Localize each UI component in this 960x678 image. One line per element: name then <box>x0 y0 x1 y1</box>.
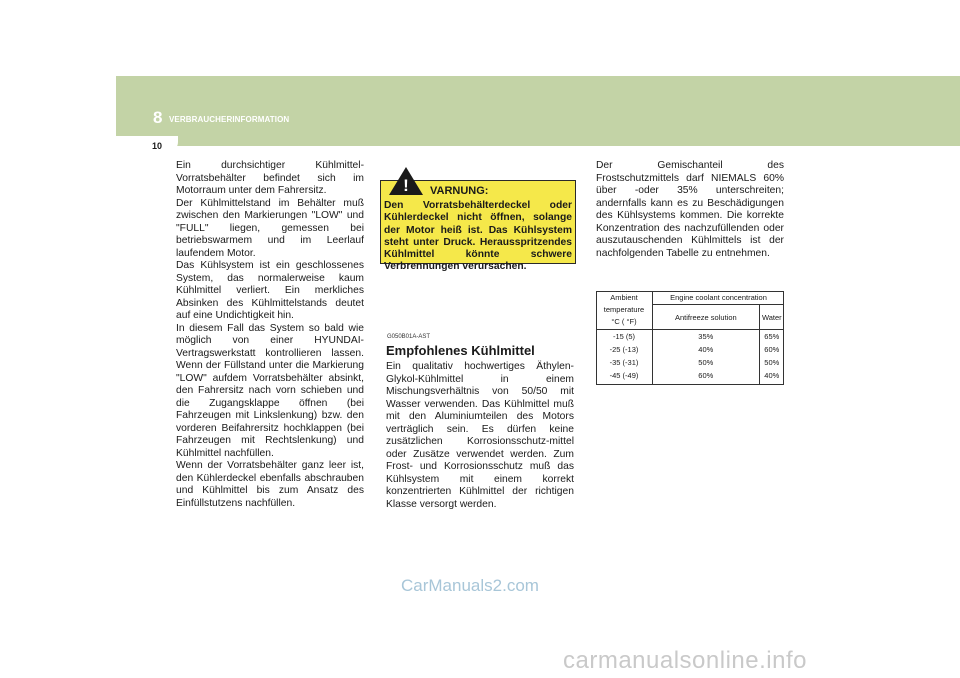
section-title: Empfohlenes Kühlmittel <box>386 343 535 358</box>
footer-logo[interactable]: carmanualsonline.info <box>563 647 807 674</box>
section-code: G050B01A-AST <box>387 334 431 340</box>
header-ambient-line1: Ambient <box>610 293 638 302</box>
cell-antifreeze: 35% <box>653 330 760 344</box>
right-column-text: Der Gemischanteil des Frostschutzmittels darf NIEMALS 60% über -oder 35% unterschreiten; andernfalls kann es zu Beschädigungen des Kühlsystems kommen. Die korrekte Konzentration des nachzufüllenden oder auszutauschenden Kühlmittels ist der nachfolgenden Tabelle zu entnehmen. <box>596 160 784 259</box>
watermark-link[interactable]: CarManuals2.com <box>401 576 539 595</box>
warning-text: Den Vorratsbehälterdeckel oder Kühlerdeckel nicht öffnen, solange der Motor heiß ist. Das Kühlsystem steht unter Druck. Herausspritzendes Kühlmittel könnte schwere Verbrennungen verursachen. <box>384 200 572 273</box>
coolant-table <box>596 291 784 385</box>
cell-antifreeze: 40% <box>653 343 760 356</box>
table-row <box>596 369 784 382</box>
paragraph: Wenn der Vorratsbehälter ganz leer ist, den Kühlerdeckel ebenfalls abschrauben und Kühlmittel bis zum Ansatz des Einfüllstutzens nachfüllen. <box>176 460 364 509</box>
header-engine-coolant-concentration: Engine coolant concentration <box>653 291 785 305</box>
header-antifreeze-solution: Antifreeze solution <box>653 305 760 330</box>
paragraph: Das Kühlsystem ist ein geschlossenes System, das normalerweise kaum Kühlmittel verliert. Ein merkliches Absinken des Kühlmittelstands deutet auf eine Undichtigkeit hin. <box>176 260 364 321</box>
left-column-text <box>176 160 364 510</box>
cell-temperature: -35 (-31) <box>596 356 653 369</box>
table-row <box>596 356 784 369</box>
cell-water: 50% <box>764 358 780 367</box>
paragraph: Der Kühlmittelstand im Behälter muß zwischen den Markierungen "LOW" und "FULL" liegen, gemessen bei betriebswarmem und im Leerlauf laufendem Motor. <box>176 197 364 259</box>
table-row <box>596 330 784 344</box>
cell-water: 65% <box>764 332 780 341</box>
cell-temperature: -45 (-49) <box>596 369 653 382</box>
header-water: Water <box>759 305 784 330</box>
cell-water: 60% <box>764 345 780 354</box>
chapter-title: VERBRAUCHERINFORMATION <box>169 115 290 124</box>
header-band <box>116 76 960 136</box>
chapter-number: 8 <box>153 108 163 127</box>
header-band-lower <box>170 136 960 146</box>
table-row <box>596 343 784 356</box>
cell-antifreeze: 60% <box>653 369 760 382</box>
cell-temperature: -25 (-13) <box>596 343 653 356</box>
header-ambient-line3: °C ( °F) <box>611 317 637 326</box>
section-text: Ein qualitativ hochwertiges Äthylen-Glykol-Kühlmittel in einem Mischungsverhältnis von 50/50 mit Wasser verwenden. Das Kühlmittel muß mit den Aluminiumteilen des Motors verträglich sein. Es dürfen keine zusätzlichen Korrosionsschutz-mittel oder Zusätze verwendet werden. Zum Frost- und Korrosionsschutz muß das Kühlsystem mit einem korrekt konzentrierten Kühlmittel der richtigen Klasse versorgt werden. <box>386 361 574 510</box>
cell-antifreeze: 50% <box>653 356 760 369</box>
paragraph: In diesem Fall das System so bald wie möglich von einer HYUNDAI-Vertragswerkstatt kontrollieren lassen. Wenn der Füllstand unter die Markierung "LOW" aufdem Vorratsbehälter absinkt, den Fahrersitz nach vorn schieben und die Zugangsklappe öffnen (bei Fahrzeugen mit Linkslenkung) bzw. den vorderen Beifahrersitz hochklappen (bei Fahrzeugen mit Rechtslenkung) und Kühlmittel nachfüllen. <box>176 322 364 459</box>
warning-triangle-icon <box>388 166 424 196</box>
header-ambient-temperature <box>596 291 653 330</box>
header-ambient-line2: temperature <box>603 305 645 314</box>
cell-water: 40% <box>764 371 780 380</box>
paragraph: Ein durchsichtiger Kühlmittel-Vorratsbehälter befindet sich im Motorraum unter dem Fahrersitz. <box>176 160 364 196</box>
warning-icon-glyph: ! <box>403 176 409 195</box>
warning-title: VARNUNG: <box>430 185 489 197</box>
page-number: 10 <box>152 141 163 151</box>
cell-temperature: -15 (5) <box>596 330 653 344</box>
